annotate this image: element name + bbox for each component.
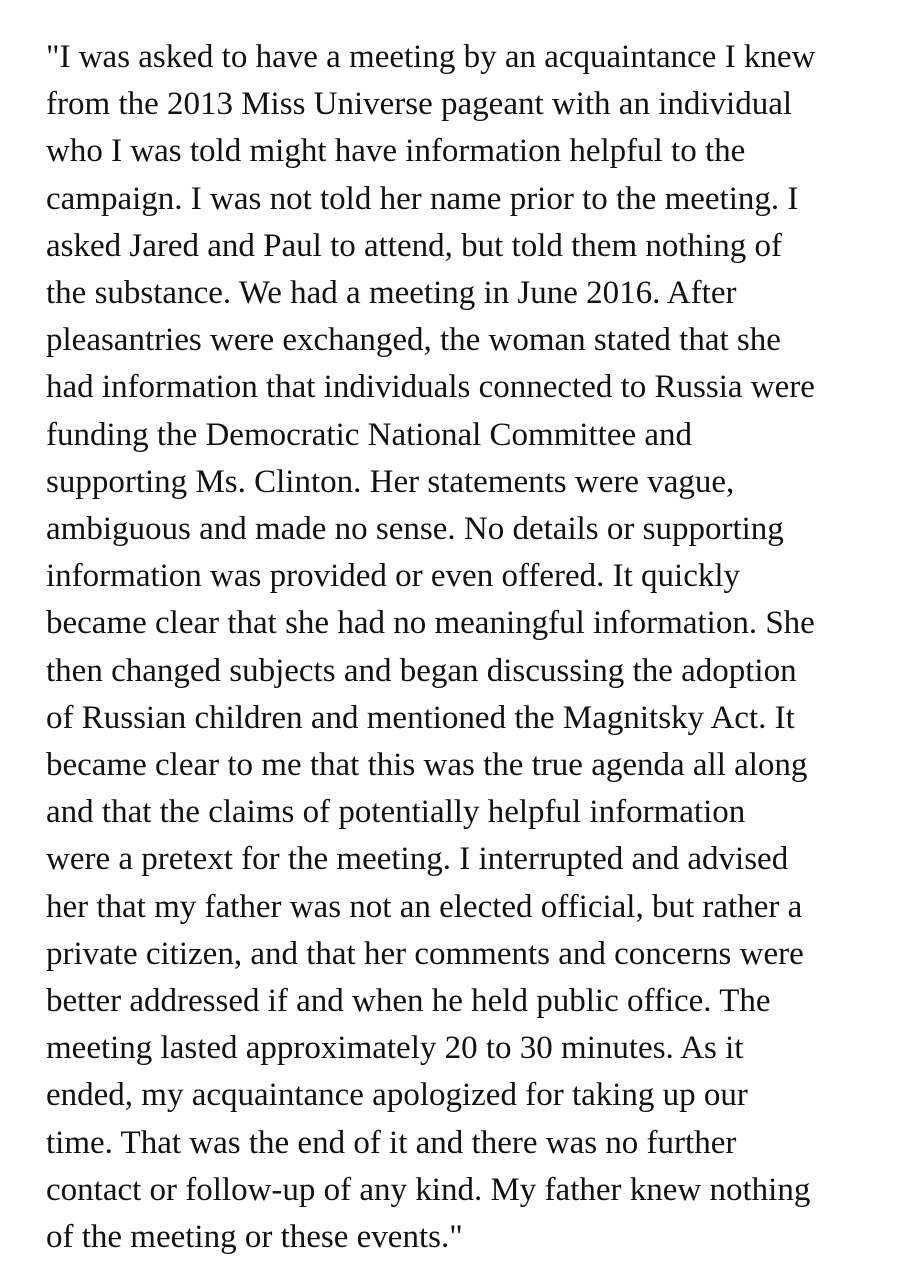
statement-line: had information that individuals connected to Russia were xyxy=(46,369,815,406)
statement-line: time. That was the end of it and there was no further xyxy=(46,1124,737,1161)
statement-line: ended, my acquaintance apologized for taking up our xyxy=(46,1077,748,1114)
statement-line: from the 2013 Miss Universe pageant with an individual xyxy=(46,86,793,123)
statement-line: became clear that she had no meaningful information. She xyxy=(46,605,815,642)
statement-line: meeting lasted approximately 20 to 30 minutes. As it xyxy=(46,1030,744,1067)
statement-line: who I was told might have information helpful to the xyxy=(46,133,746,170)
statement-line: and that the claims of potentially helpful information xyxy=(46,794,746,831)
statement-line: "I was asked to have a meeting by an acquaintance I knew xyxy=(46,39,816,75)
statement-line: supporting Ms. Clinton. Her statements were vague, xyxy=(46,463,735,500)
statement-line: funding the Democratic National Committee and xyxy=(46,416,693,453)
statement-line: pleasantries were exchanged, the woman stated that she xyxy=(46,322,781,359)
statement-line: ambiguous and made no sense. No details or supporting xyxy=(46,511,784,548)
statement-line: asked Jared and Paul to attend, but told them nothing of xyxy=(46,227,782,264)
statement-line: better addressed if and when he held public office. The xyxy=(46,983,771,1020)
statement-line: contact or follow-up of any kind. My father knew nothing xyxy=(46,1171,811,1208)
statement-line: of Russian children and mentioned the Magnitsky Act. It xyxy=(46,699,795,736)
statement-line: were a pretext for the meeting. I interrupted and advised xyxy=(46,841,789,878)
statement-line: the substance. We had a meeting in June 2016. After xyxy=(46,275,737,312)
statement-line: information was provided or even offered. It quickly xyxy=(46,558,741,595)
statement-line: became clear to me that this was the true agenda all along xyxy=(46,747,808,784)
statement-line: private citizen, and that her comments and concerns were xyxy=(46,935,804,972)
statement-line: her that my father was not an elected official, but rather a xyxy=(46,888,803,925)
statement-text xyxy=(46,34,896,1261)
statement-line: then changed subjects and began discussing the adoption xyxy=(46,652,797,689)
statement-line: campaign. I was not told her name prior to the meeting. I xyxy=(46,180,799,217)
statement-line: of the meeting or these events." xyxy=(46,1219,463,1256)
